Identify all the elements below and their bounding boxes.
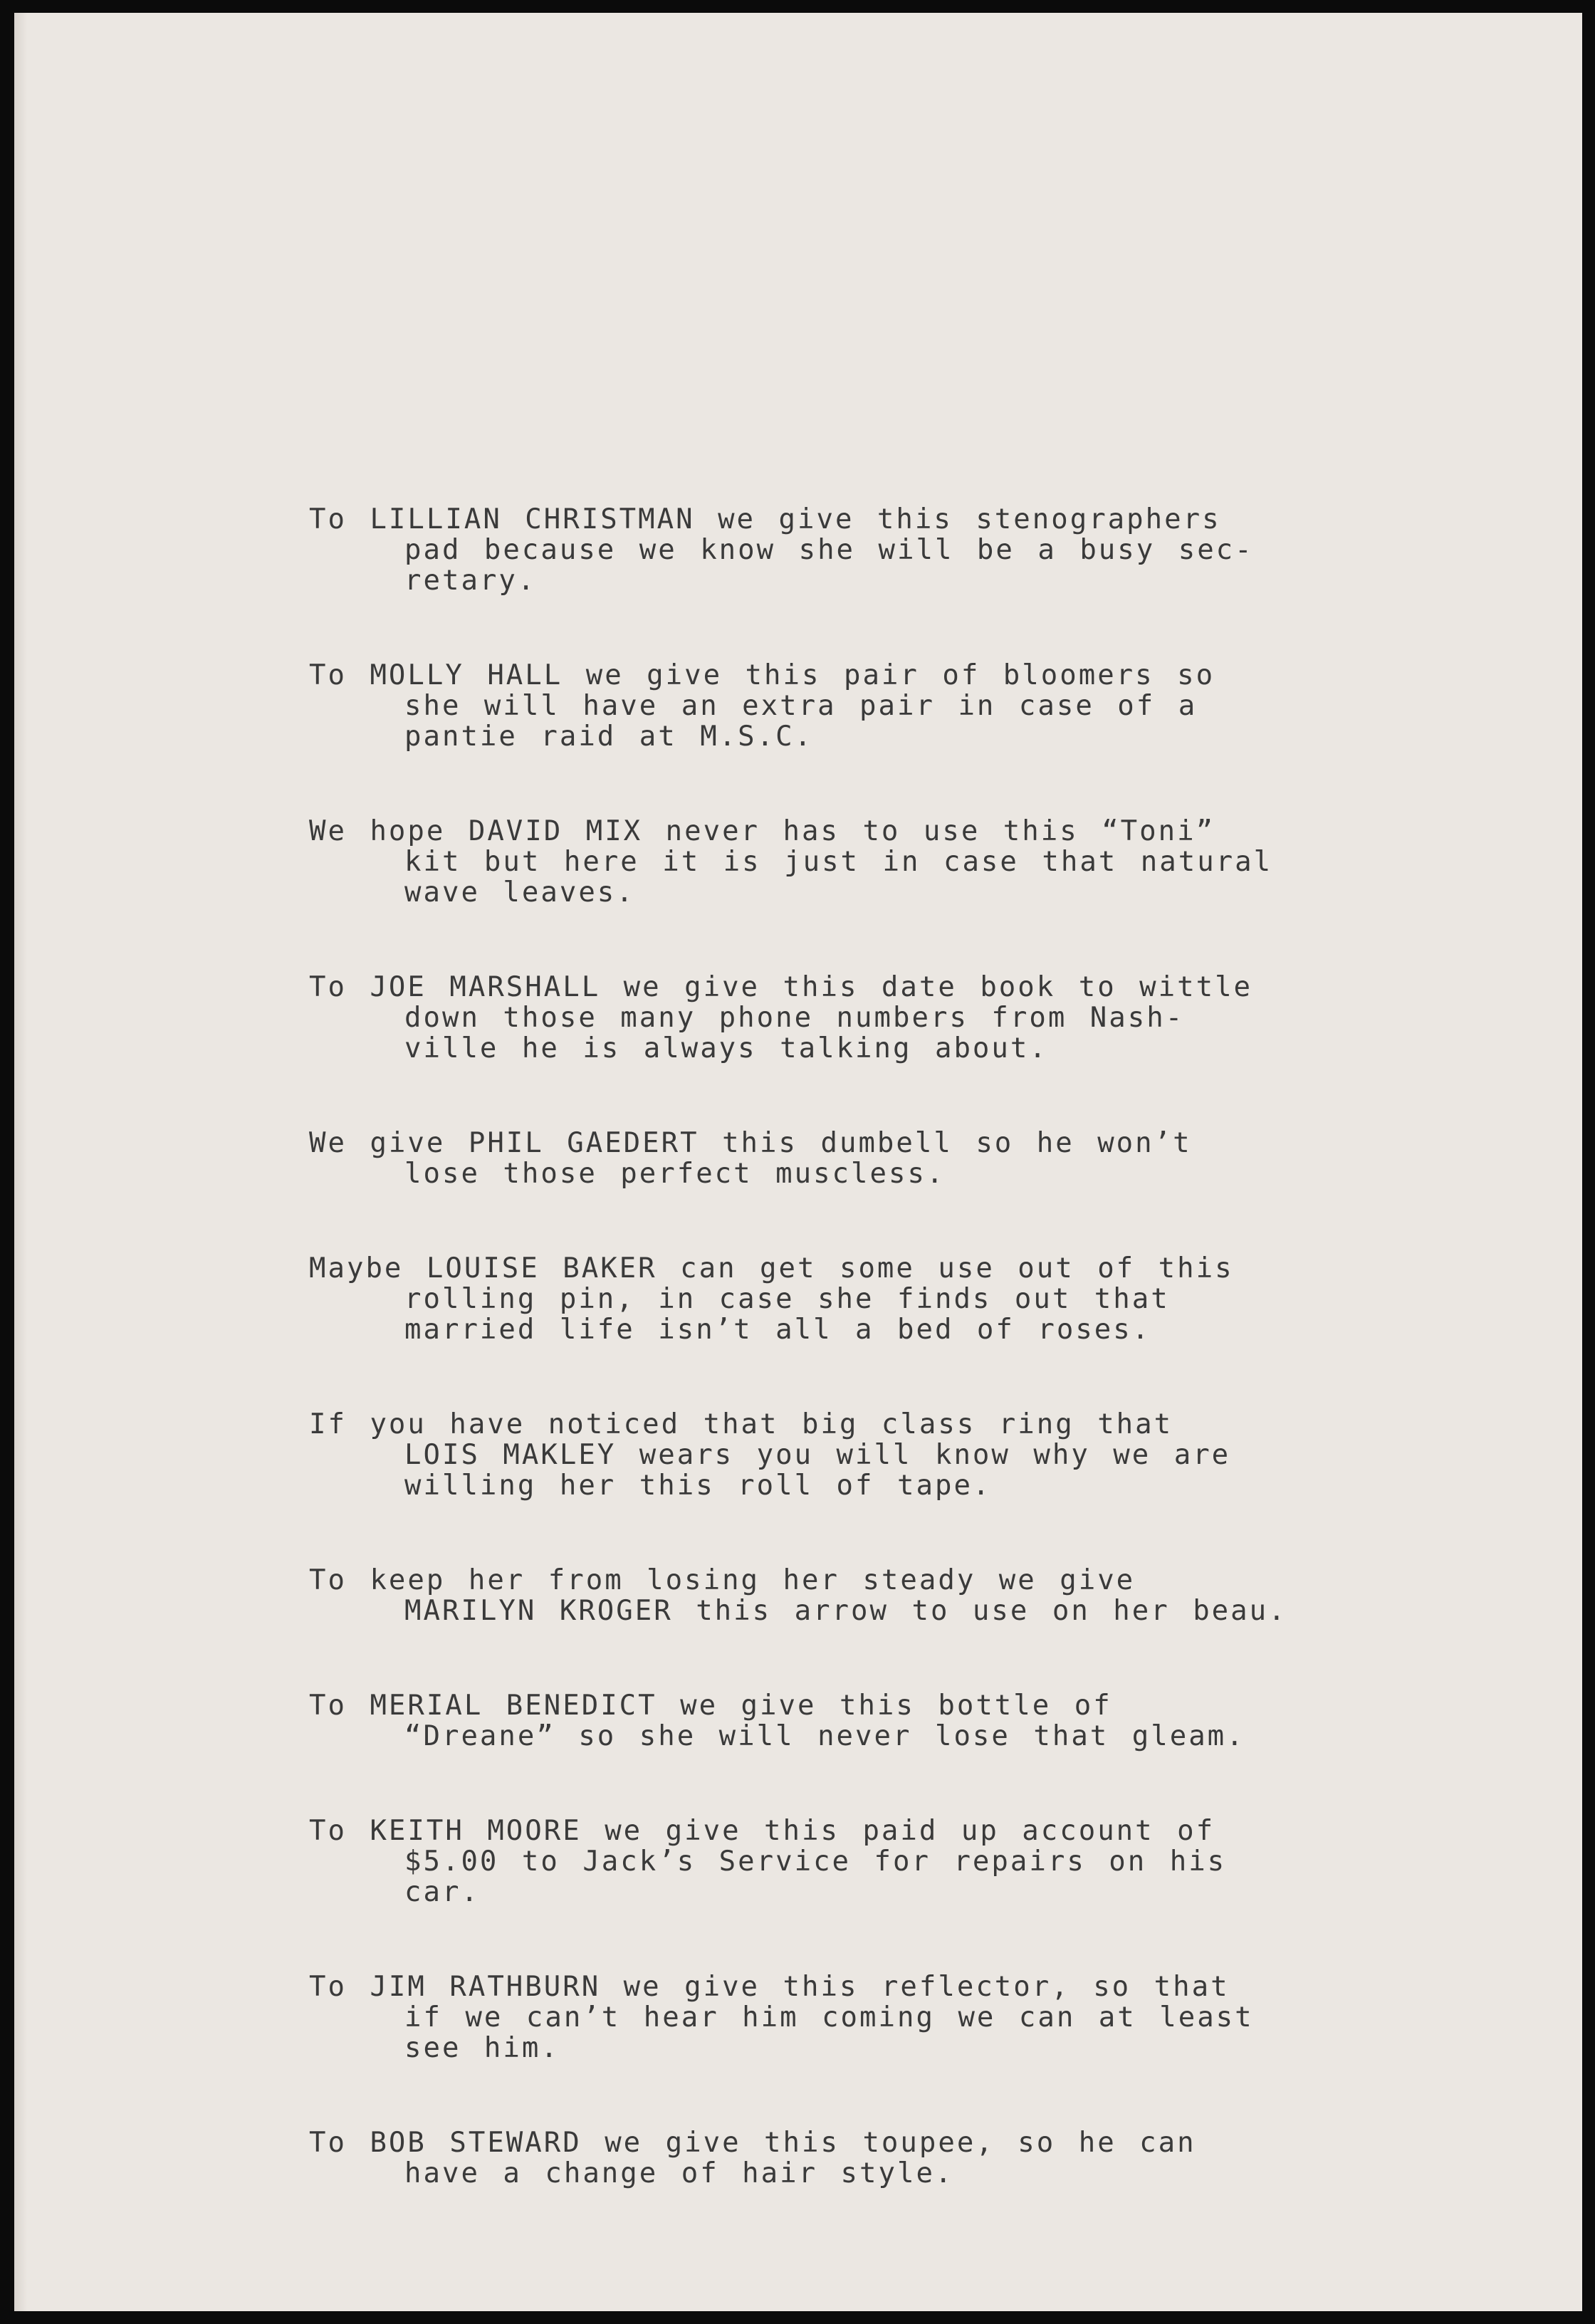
document-page — [14, 13, 1582, 2311]
bequest-list — [309, 504, 1292, 2189]
bequest-item: We give PHIL GAEDERT this dumbell so he won’t lose those perfect muscless. — [309, 1127, 1192, 1190]
bequest-item: To MOLLY HALL we give this pair of bloomers so she will have an extra pair in case of a pantie raid at M.S.C. — [309, 659, 1215, 753]
bequest-item: To LILLIAN CHRISTMAN we give this stenographers pad because we know she will be a busy sec- retary. — [309, 503, 1254, 597]
bequest-item: To BOB STEWARD we give this toupee, so he can have a change of hair style. — [309, 2127, 1196, 2189]
bequest-item: To KEITH MOORE we give this paid up account of $5.00 to Jack’s Service for repairs on his car. — [309, 1815, 1227, 1908]
bequest-item: To JIM RATHBURN we give this reflector, so that if we can’t hear him coming we can at least see him. — [309, 1971, 1254, 2064]
bequest-item: We hope DAVID MIX never has to use this “Toni” kit but here it is just in case that natural wave leaves. — [309, 815, 1273, 909]
bequest-item: If you have noticed that big class ring that LOIS MAKLEY wears you will know why we are willing her this roll of tape. — [309, 1408, 1231, 1502]
bequest-item: To JOE MARSHALL we give this date book to wittle down those many phone numbers from Nash- ville he is always talking about. — [309, 971, 1253, 1064]
bequest-item: To MERIAL BENEDICT we give this bottle of “Dreane” so she will never lose that gleam. — [309, 1690, 1245, 1752]
bequest-item: Maybe LOUISE BAKER can get some use out of this rolling pin, in case she finds out that married life isn’t all a bed of roses. — [309, 1252, 1234, 1346]
bequest-item: To keep her from losing her steady we give MARILYN KROGER this arrow to use on her beau. — [309, 1564, 1287, 1627]
